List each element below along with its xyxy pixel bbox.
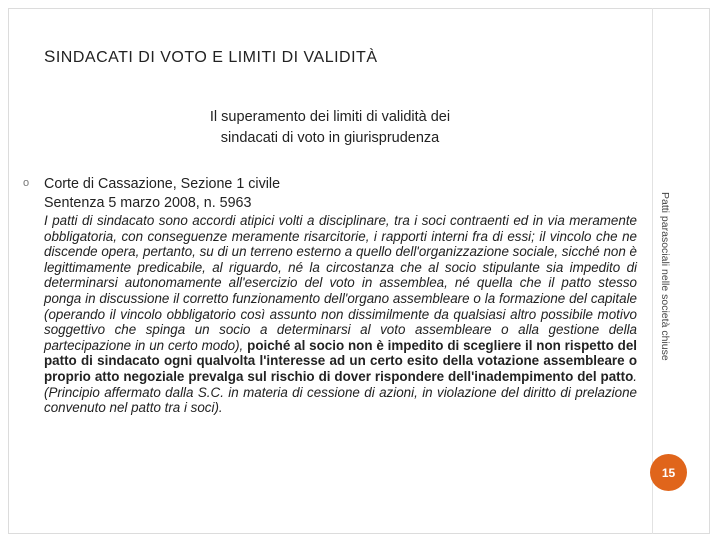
judgment-text: [44, 213, 637, 416]
subtitle-line-1: Il superamento dei limiti di validità dei: [209, 109, 451, 125]
slide-title: [44, 47, 378, 67]
body-text-bold: poiché al socio non è impedito di scegliere il non rispetto del patto di sindacato ogni qualvolta l'interesse ad un certo esito della votazione assembleare o proprio atto negoziale prevalga sul rischio di dover rispondere dell'inadempimento del patto: [44, 337, 637, 384]
bullet-icon: o: [23, 177, 30, 189]
slide-subtitle: [120, 107, 540, 149]
body-text-2: . (Principio affermato dalla S.C. in materia di cessione di azioni, in violazione del diritto di prelazione convenuto nel patto tra i soci).: [44, 368, 637, 416]
judgment-heading: Sentenza 5 marzo 2008, n. 5963: [44, 195, 252, 211]
title-initial: S: [44, 47, 56, 66]
subtitle-line-2: sindacati di voto in giurisprudenza: [220, 130, 440, 146]
vertical-divider: [652, 8, 653, 534]
title-rest: INDACATI DI VOTO E LIMITI DI VALIDITÀ: [55, 49, 378, 66]
court-heading: Corte di Cassazione, Sezione 1 civile: [44, 176, 281, 192]
body-text-1: I patti di sindacato sono accordi atipici volti a disciplinare, tra i soci contraenti ed in via meramente obbligatoria, con conseguenze meramente risarcitorie, i rapporti interni fra di essi; il vincolo che ne discende opera, pertanto, su di un terreno esterno a quello dell'organizzazione sociale, sicché non è legittimamente predicabile, al riguardo, né la circostanza che al socio stipulante sia impedito di determinarsi autonomamente all'esercizio del voto in assemblea, né quella che il patto stesso ponga in discussione il corretto funzionamento dell'organo assembleare o la formazione del capitale (operando il vincolo obbligatorio così assunto non dissimilmente da qualsiasi altro possibile motivo soggettivo che spinga un socio a determinarsi al voto assembleare o alla gestione della partecipazione in un certo modo),: [44, 213, 637, 353]
content-block: [44, 175, 637, 416]
page-number-badge: 15: [650, 454, 687, 491]
side-label: Patti parasociali nelle società chiuse: [659, 192, 671, 361]
